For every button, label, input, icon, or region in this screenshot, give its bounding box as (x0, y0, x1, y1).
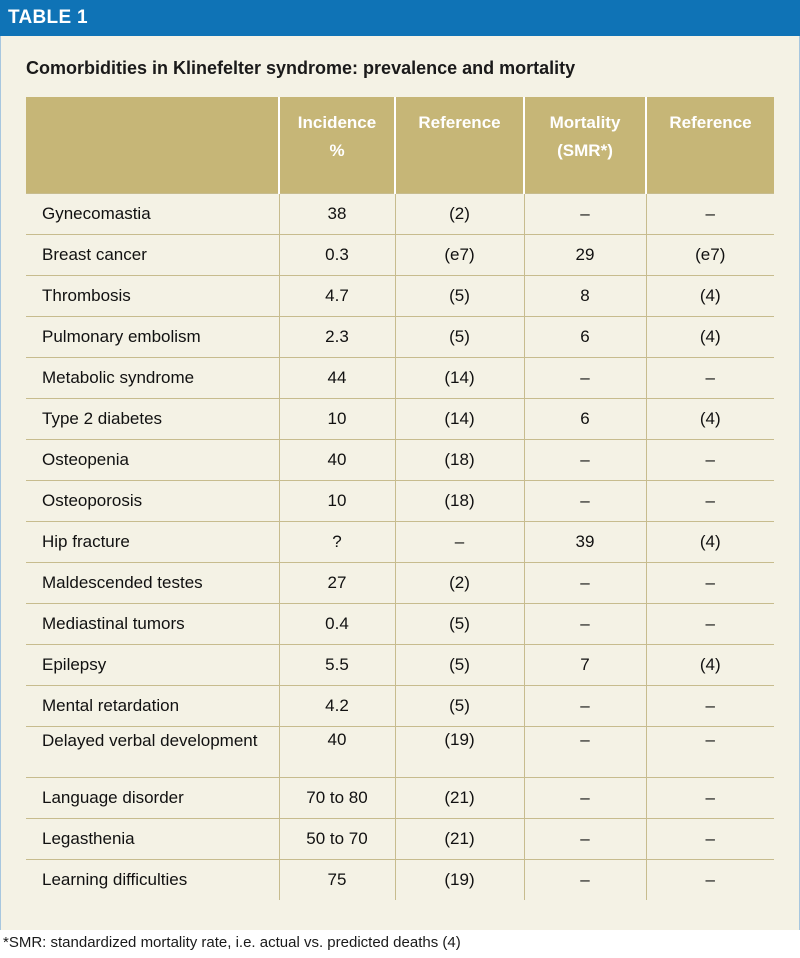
reference-cell: (2) (395, 563, 524, 604)
mortality-reference-cell: (4) (646, 317, 774, 358)
incidence-cell: 2.3 (279, 317, 395, 358)
mortality-cell: 7 (524, 645, 646, 686)
mortality-cell: – (524, 727, 646, 778)
condition-cell: Maldescended testes (26, 563, 279, 604)
condition-cell: Epilepsy (26, 645, 279, 686)
header-reference-line1: Reference (418, 113, 501, 132)
reference-cell: (19) (395, 727, 524, 778)
reference-cell: (21) (395, 819, 524, 860)
mortality-reference-cell: – (646, 563, 774, 604)
mortality-reference-cell: (4) (646, 399, 774, 440)
mortality-cell: 39 (524, 522, 646, 563)
header-cell-mortality (524, 97, 646, 194)
mortality-reference-cell: (e7) (646, 235, 774, 276)
table-row (26, 860, 774, 901)
mortality-reference-cell: – (646, 778, 774, 819)
mortality-reference-cell: – (646, 727, 774, 778)
mortality-cell: – (524, 358, 646, 399)
incidence-cell: 4.7 (279, 276, 395, 317)
mortality-cell: – (524, 778, 646, 819)
comorbidity-table (26, 97, 774, 900)
mortality-cell: – (524, 481, 646, 522)
table-row (26, 317, 774, 358)
condition-cell: Language disorder (26, 778, 279, 819)
mortality-reference-cell: (4) (646, 522, 774, 563)
table-row (26, 235, 774, 276)
reference-cell: – (395, 522, 524, 563)
reference-cell: (18) (395, 440, 524, 481)
incidence-cell: 40 (279, 727, 395, 778)
incidence-cell: ? (279, 522, 395, 563)
header-incidence-line1: Incidence (297, 113, 377, 132)
header-incidence-line2: % (329, 141, 345, 160)
header-cell-reference (395, 97, 524, 194)
condition-cell: Breast cancer (26, 235, 279, 276)
mortality-reference-cell: (4) (646, 276, 774, 317)
condition-cell: Legasthenia (26, 819, 279, 860)
table-row (26, 194, 774, 235)
incidence-cell: 50 to 70 (279, 819, 395, 860)
incidence-cell: 10 (279, 399, 395, 440)
mortality-cell: 6 (524, 399, 646, 440)
reference-cell: (14) (395, 358, 524, 399)
mortality-reference-cell: – (646, 440, 774, 481)
table-banner (0, 0, 800, 36)
reference-cell: (5) (395, 317, 524, 358)
mortality-cell: – (524, 860, 646, 901)
mortality-reference-cell: – (646, 481, 774, 522)
table-row (26, 645, 774, 686)
condition-cell: Pulmonary embolism (26, 317, 279, 358)
reference-cell: (14) (395, 399, 524, 440)
mortality-reference-cell: (4) (646, 645, 774, 686)
reference-cell: (19) (395, 860, 524, 901)
condition-cell: Thrombosis (26, 276, 279, 317)
header-cell-mortality-reference (646, 97, 774, 194)
table-row (26, 358, 774, 399)
table-row (26, 604, 774, 645)
table-row (26, 563, 774, 604)
reference-cell: (5) (395, 604, 524, 645)
mortality-cell: – (524, 563, 646, 604)
condition-cell: Hip fracture (26, 522, 279, 563)
mortality-cell: 6 (524, 317, 646, 358)
condition-cell: Mediastinal tumors (26, 604, 279, 645)
condition-cell: Learning difficulties (26, 860, 279, 901)
incidence-cell: 0.4 (279, 604, 395, 645)
condition-cell: Osteoporosis (26, 481, 279, 522)
table-title: Comorbidities in Klinefelter syndrome: prevalence and mortality (26, 58, 576, 78)
reference-cell: (5) (395, 645, 524, 686)
condition-cell: Type 2 diabetes (26, 399, 279, 440)
mortality-reference-cell: – (646, 358, 774, 399)
incidence-cell: 4.2 (279, 686, 395, 727)
header-mortality-line1: Mortality (549, 113, 621, 132)
reference-cell: (5) (395, 686, 524, 727)
incidence-cell: 27 (279, 563, 395, 604)
mortality-reference-cell: – (646, 686, 774, 727)
incidence-cell: 70 to 80 (279, 778, 395, 819)
mortality-cell: – (524, 440, 646, 481)
incidence-cell: 0.3 (279, 235, 395, 276)
mortality-reference-cell: – (646, 860, 774, 901)
mortality-cell: – (524, 686, 646, 727)
incidence-cell: 44 (279, 358, 395, 399)
table-row (26, 778, 774, 819)
reference-cell: (e7) (395, 235, 524, 276)
header-cell-condition (26, 97, 279, 194)
header-mortality-line2: (SMR*) (557, 141, 613, 160)
incidence-cell: 40 (279, 440, 395, 481)
table-row (26, 686, 774, 727)
table-row (26, 276, 774, 317)
header-mortality-reference-line1: Reference (669, 113, 752, 132)
condition-cell: Delayed verbal development (26, 727, 279, 778)
table-row (26, 522, 774, 563)
condition-cell: Osteopenia (26, 440, 279, 481)
reference-cell: (18) (395, 481, 524, 522)
mortality-cell: – (524, 604, 646, 645)
table-footnote: *SMR: standardized mortality rate, i.e. actual vs. predicted deaths (4) (3, 934, 461, 951)
table-row (26, 399, 774, 440)
incidence-cell: 10 (279, 481, 395, 522)
incidence-cell: 5.5 (279, 645, 395, 686)
reference-cell: (2) (395, 194, 524, 235)
mortality-cell: 8 (524, 276, 646, 317)
table-row (26, 481, 774, 522)
header-cell-incidence (279, 97, 395, 194)
condition-cell: Metabolic syndrome (26, 358, 279, 399)
mortality-cell: 29 (524, 235, 646, 276)
mortality-reference-cell: – (646, 194, 774, 235)
banner-label: TABLE 1 (8, 7, 88, 28)
table-row (26, 819, 774, 860)
reference-cell: (21) (395, 778, 524, 819)
condition-cell: Gynecomastia (26, 194, 279, 235)
header-row (26, 97, 774, 194)
incidence-cell: 38 (279, 194, 395, 235)
mortality-cell: – (524, 194, 646, 235)
incidence-cell: 75 (279, 860, 395, 901)
table-row (26, 727, 774, 778)
mortality-reference-cell: – (646, 604, 774, 645)
mortality-reference-cell: – (646, 819, 774, 860)
reference-cell: (5) (395, 276, 524, 317)
mortality-cell: – (524, 819, 646, 860)
table-row (26, 440, 774, 481)
condition-cell: Mental retardation (26, 686, 279, 727)
